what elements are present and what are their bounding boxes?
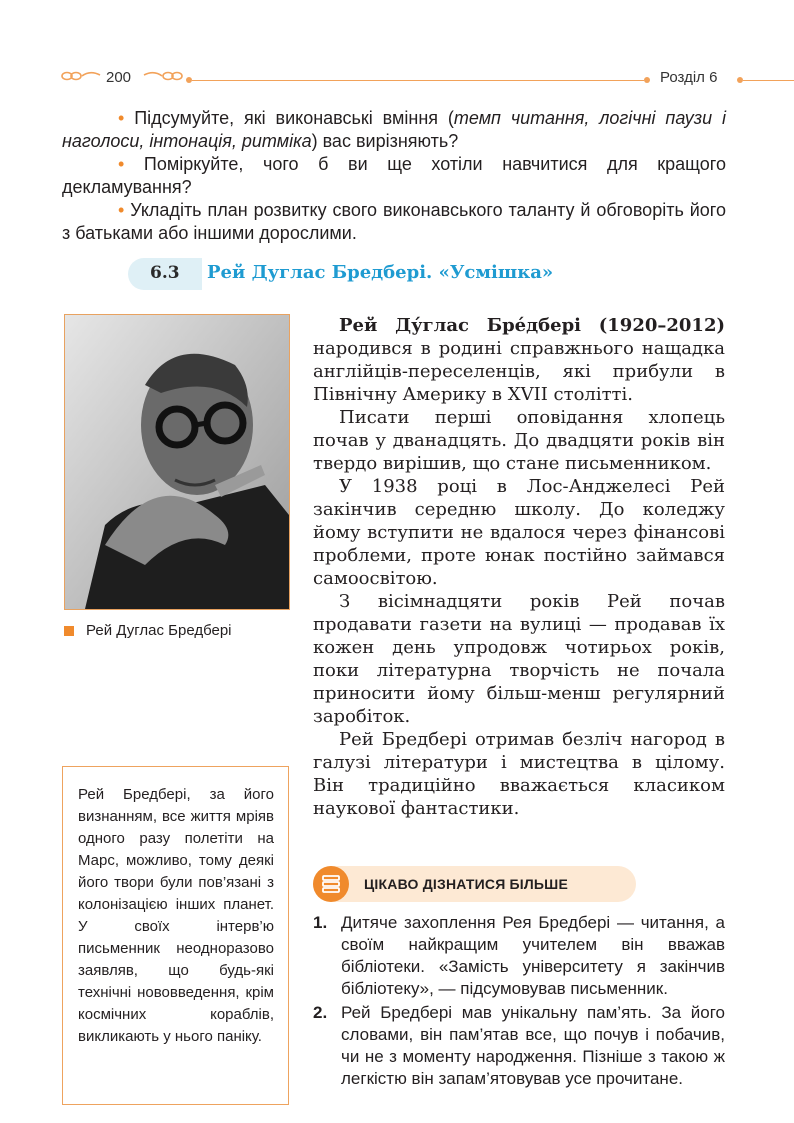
bullet-item: • Укладіть план розвитку свого виконавського таланту й обговоріть його з батьками або іншими дорослими. xyxy=(62,200,726,243)
bullet-dot-icon: • xyxy=(118,108,125,128)
biography-paragraph: З вісімнадцяти років Рей почав продавати газети на вулиці — продавав їх кожен день упродовж чотирьох років, поки літературна творчість не почала приносити йому більш-менш регулярний заробіток. xyxy=(313,591,725,727)
fact-text: Рей Бредбері мав унікальну пам’ять. За його словами, він пам’ятав все, що почув і побачив, чи не з моменту народження. Пізніше з такою ж легкістю він запам’ятовував усе прочитане. xyxy=(341,1003,725,1088)
bullet-item: • Поміркуйте, чого б ви ще хотіли навчитися для кращого декламування? xyxy=(62,154,726,197)
photo-caption: Рей Дуглас Бредбері xyxy=(86,622,232,639)
fact-text: Дитяче захоплення Рея Бредбері — читання, а своїм найкращим учителем він вважав бібліотеки. «Замість університету я закінчив бібліотеку», — підсумовував письменник. xyxy=(341,913,725,998)
list-item xyxy=(313,1002,725,1090)
section-number: 6.3 xyxy=(150,263,180,283)
header-dot-mid xyxy=(644,77,650,83)
bullet-dot-icon: • xyxy=(118,154,125,174)
biography-paragraph: Писати перші оповідання хлопець почав у дванадцять. До двадцяти років він твердо вирішив, що стане письменником. xyxy=(313,407,725,474)
left-ornament-icon xyxy=(60,68,102,84)
biography-text xyxy=(313,314,725,820)
caption-marker-icon xyxy=(64,626,74,636)
stack-icon xyxy=(313,866,349,902)
section-label: Розділ 6 xyxy=(660,69,718,86)
bullet-item: • Підсумуйте, які виконавські вміння (темп читання, логічні паузи і наголоси, інтонація, ритміка) вас вирізняють? xyxy=(62,108,726,151)
interesting-title: ЦІКАВО ДІЗНАТИСЯ БІЛЬШЕ xyxy=(364,876,568,892)
section-title: Рей Дуглас Бредбері. «Усмішка» xyxy=(207,262,554,283)
header-rule-right xyxy=(743,80,794,81)
header-rule xyxy=(192,80,644,81)
bullet-dot-icon: • xyxy=(118,200,125,220)
page-number: 200 xyxy=(106,69,132,86)
fact-number: 2. xyxy=(313,1003,328,1022)
biography-paragraph: Рей Бредбері отримав безліч нагород в галузі літератури і мистецтва в цілому. Він традиційно вважається класиком наукової фантастики. xyxy=(313,729,725,819)
fact-number: 1. xyxy=(313,913,328,932)
list-item xyxy=(313,912,725,1000)
author-name-dates: Рей Ду́глас Бре́дбері (1920–2012) xyxy=(339,315,725,336)
author-photo xyxy=(64,314,290,610)
biography-paragraph: Рей Ду́глас Бре́дбері (1920–2012) народився в родині справжнього нащадка англійців-переселенців, які прибули в Північну Америку в XVII столітті. xyxy=(313,315,725,405)
right-ornament-icon xyxy=(142,68,184,84)
biography-paragraph: У 1938 році в Лос-Анджелесі Рей закінчив середню школу. До коледжу йому вступити не вдалося через фінансові проблеми, проте юнак постійно займався самоосвітою. xyxy=(313,476,725,589)
bullet-list xyxy=(62,107,726,245)
facts-list xyxy=(313,912,725,1092)
sidebar-box-text: Рей Бредбері, за його визнанням, все життя мріяв одного разу полетіти на Марс, можливо, тому деякі його твори були пов’язані з колонізацією інших планет. У своїх інтерв’ю письменник неодноразово заявляв, що будь-які технічні нововведення, крім космічних кораблів, викликають у нього паніку. xyxy=(78,786,274,1045)
